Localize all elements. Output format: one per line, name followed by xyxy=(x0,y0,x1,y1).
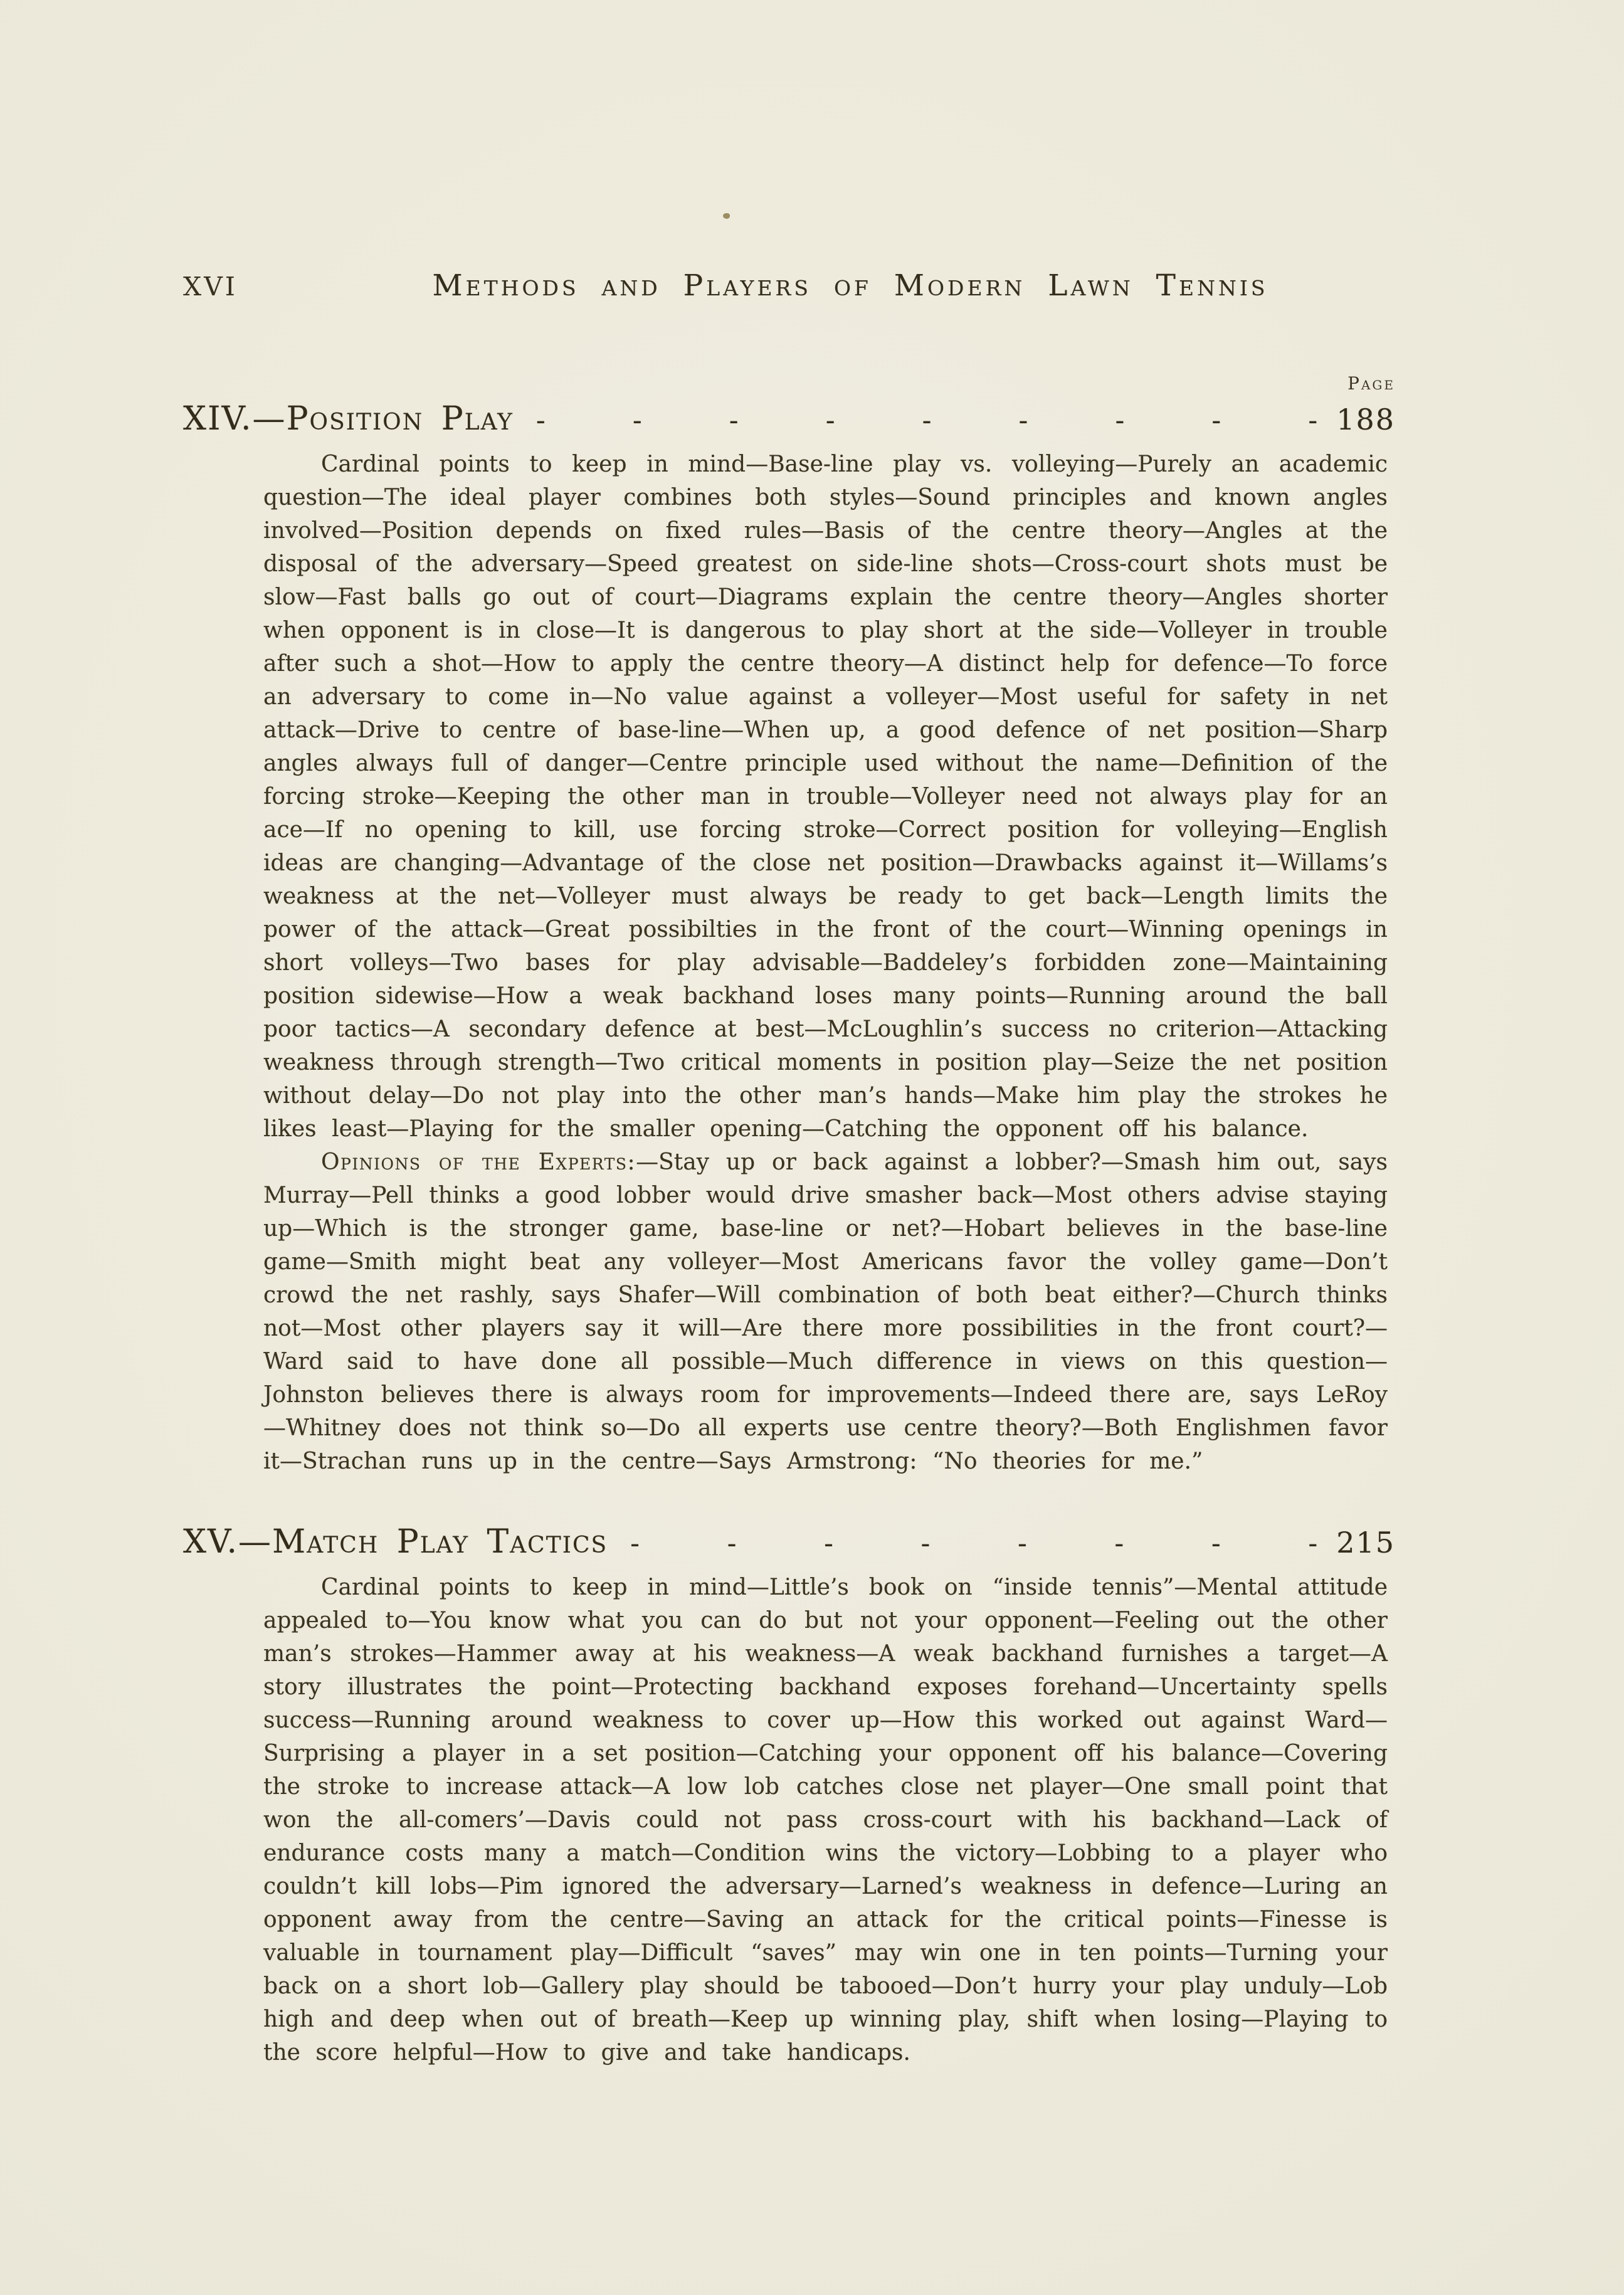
running-head xyxy=(183,268,1395,303)
chapter-summary: Cardinal points to keep in mind—Little’s book on “inside tennis”—Mental attitude appealed to—You know what you can do but not your opponent—Feeling out the other man’s strokes—Hammer away at his weakness—A weak backhand furnishes a target—A story illustrates the point—Protecting backhand exposes forehand—Uncertainty spells success—Running around weakness to cover up—How this worked out against Ward—Surprising a player in a set position—Catching your opponent off his balance—Covering the stroke to increase attack—A low lob catches close net player—One small point that won the all-comers’—Davis could not pass cross-court with his backhand—Lack of endurance costs many a match—Condition wins the victory—Lobbing to a player who couldn’t kill lobs—Pim ignored the adversary—Larned’s weakness in defence—Luring an opponent away from the centre—Saving an attack for the critical points—Finesse is valuable in tournament play—Difficult “saves” may win one in ten points—Turning your back on a short lob—Gallery play should be tabooed—Don’t hurry your play unduly—Lob high and deep when out of breath—Keep up winning play, shift when losing—Playing to the score helpful—How to give and take handicaps. xyxy=(263,1575,1388,2066)
running-title: Methods and Players of Modern Lawn Tennis xyxy=(432,268,1268,303)
paper-speck xyxy=(723,213,730,219)
dot-leader: - - - - - - - - xyxy=(630,1527,1318,1559)
page-folio: XVI xyxy=(183,272,238,302)
chapter-number: XIV.— xyxy=(183,400,287,438)
chapter-summary: Cardinal points to keep in mind—Base-line play vs. volleying—Purely an academic question—The ideal player combines both styles—Sound principles and known angles involved—Position depends on fixed rules—Basis of the centre theory—Angles at the disposal of the adversary—Speed greatest on side-line shots—Cross-court shots must be slow—Fast balls go out of court—Diagrams explain the centre theory—Angles shorter when opponent is in close—It is dangerous to play short at the side—Volleyer in trouble after such a shot—How to apply the centre theory—A distinct help for defence—To force an adversary to come in—No value against a volleyer—Most useful for safety in net attack—Drive to centre of base-line—When up, a good defence of net position—Sharp angles always full of danger—Centre principle used without the name—Definition of the forcing stroke—Keeping the other man in trouble—Volleyer need not always play for an ace—If no opening to kill, use forcing stroke—Correct position for volleying—English ideas are changing—Advantage of the close net position—Drawbacks against it—Willams’s weakness at the net—Volleyer must always be ready to get back—Length limits the power of the attack—Great possibilties in the front of the court—Winning openings in short volleys—Two bases for play advisable—Baddeley’s forbidden zone—Maintaining position sidewise—How a weak backhand loses many points—Running around the ball poor tactics—A secondary defence at best—McLoughlin’s success no criterion—Attacking weakness through strength—Two critical moments in position play—Seize the net position without delay—Do not play into the other man’s hands—Make him play the strokes he likes least—Playing for the smaller opening—Catching the opponent off his balance. xyxy=(263,451,1388,1142)
experts-paragraph xyxy=(263,1146,1388,1478)
toc-entry-heading-xiv xyxy=(183,400,1395,438)
chapter-page-number: 215 xyxy=(1336,1526,1395,1559)
chapter-title: Match Play Tactics xyxy=(272,1523,608,1561)
chapter-number: XV.— xyxy=(183,1523,273,1561)
toc-entry-heading-xv xyxy=(183,1523,1395,1561)
experts-text: —Stay up or back against a lobber?—Smash him out, says Murray—Pell thinks a good lobber would drive smasher back—Most others advise staying up—Which is the stronger game, base-line or net?—Hobart believes in the base-line game—Smith might beat any volleyer—Most Americans favor the volley game—Don’t crowd the net rashly, says Shafer—Will combination of both beat either?—Church thinks not—Most other players say it will—Are there more possibilities in the front court?—Ward said to have done all possible—Much difference in views on this question—Johnston believes there is always room for improvements—Indeed there are, says LeRoy—Whitney does not think so—Do all experts use centre theory?—Both Englishmen favor it—Strachan runs up in the centre—Says Armstrong: “No theories for me.” xyxy=(263,1149,1388,1474)
chapter-title: Position Play xyxy=(286,400,514,438)
dot-leader: - - - - - - - - - xyxy=(535,404,1318,436)
chapter-page-number: 188 xyxy=(1336,403,1395,436)
experts-label: Opinions of the Experts: xyxy=(321,1149,636,1175)
page-column-label: Page xyxy=(1347,373,1395,394)
